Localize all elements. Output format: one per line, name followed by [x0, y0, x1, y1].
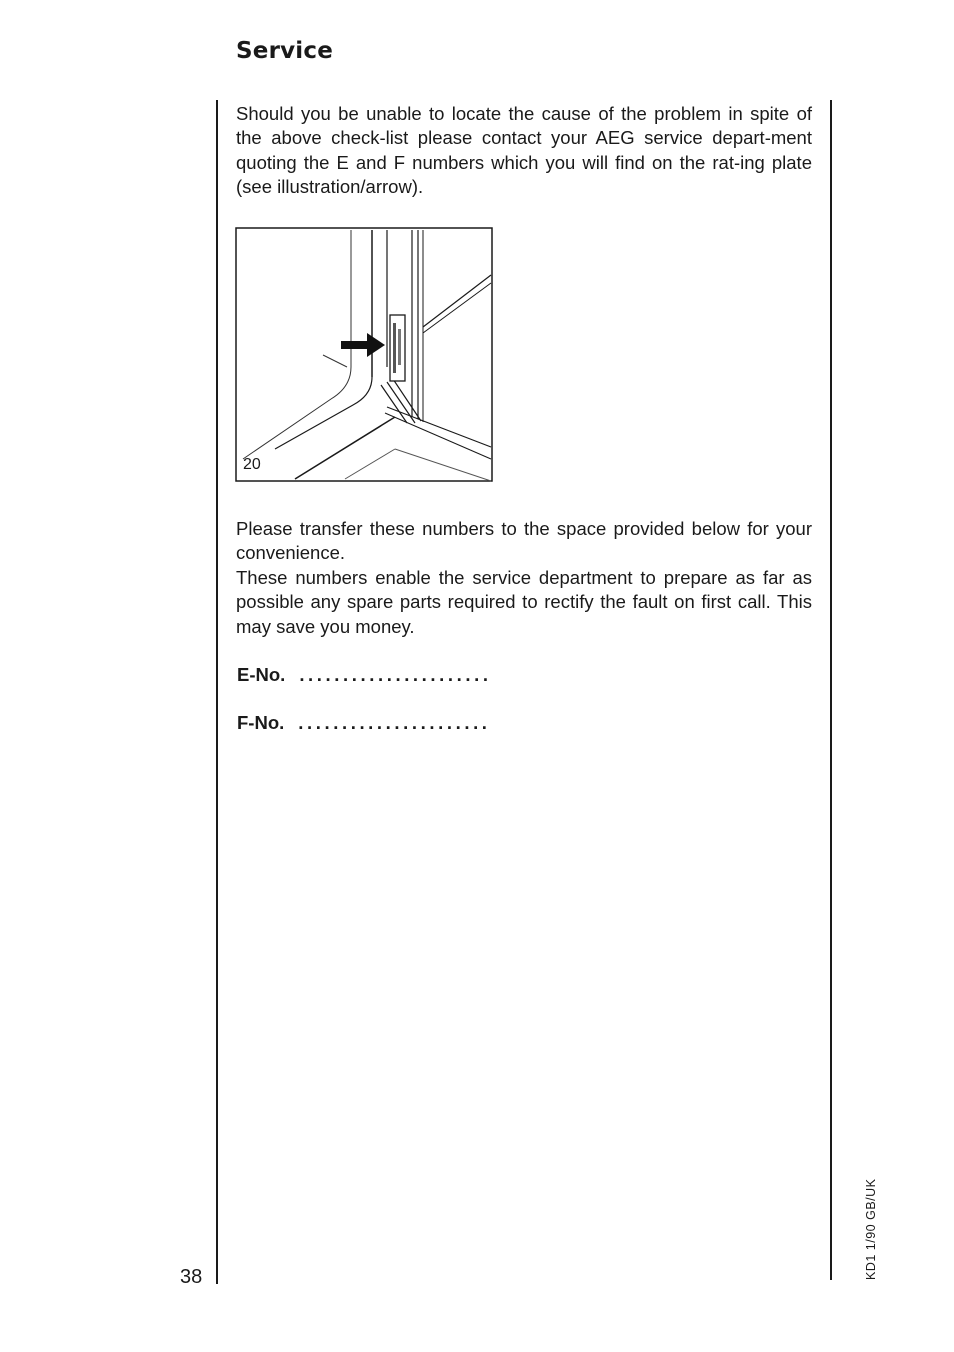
- e-number-blank: ......................: [299, 664, 492, 685]
- e-number-label: E-No.: [237, 664, 286, 685]
- document-code: KD1 1/90 GB/UK: [864, 1178, 878, 1280]
- intro-paragraph: Should you be unable to locate the cause of the problem in spite of the above check-list please contact your AEG service depart-ment quoting the E and F numbers which you will find on the rat-ing plate (see illustration/arrow).: [236, 103, 812, 197]
- left-margin-rule: [216, 100, 218, 1284]
- f-number-blank: ......................: [298, 712, 491, 733]
- page-number: 38: [180, 1266, 203, 1288]
- numbers-paragraph: These numbers enable the service department to prepare as far as possible any spare parts required to rectify the fault on first call. This may save you money.: [236, 567, 812, 637]
- right-margin-rule: [830, 100, 832, 1280]
- figure-number-box: 20: [243, 456, 261, 473]
- page-title: Service: [236, 38, 334, 64]
- f-number-field: [237, 712, 491, 734]
- transfer-paragraph: Please transfer these numbers to the space provided below for your convenience.: [236, 518, 812, 564]
- e-number-field: [237, 664, 492, 686]
- rating-plate-illustration: [235, 227, 493, 482]
- f-number-label: F-No.: [237, 712, 285, 733]
